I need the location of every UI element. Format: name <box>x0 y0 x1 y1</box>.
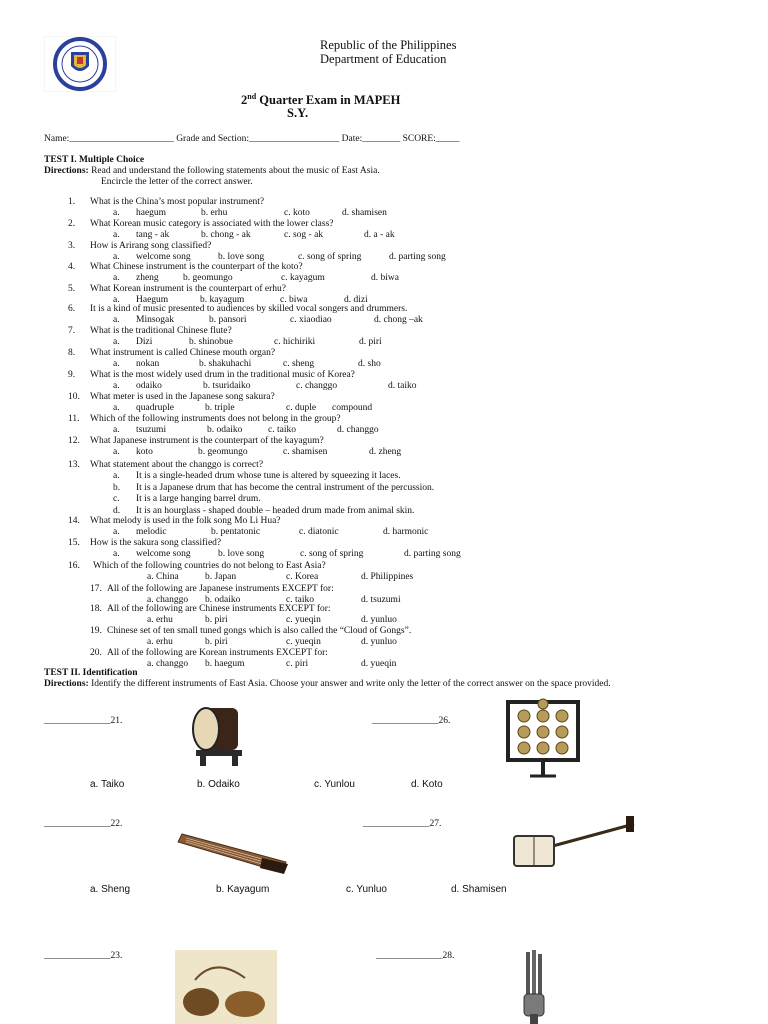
question-text: What instrument is called Chinese mouth organ? <box>90 348 276 358</box>
answer-option[interactable]: Haegum <box>136 295 169 305</box>
answer-option[interactable]: b. chong - ak <box>201 230 251 240</box>
answer-option[interactable]: c. Korea <box>286 572 319 582</box>
gong-rack-picture <box>500 696 586 780</box>
answer-option[interactable]: nokan <box>136 359 160 369</box>
answer-option[interactable]: b. geomungo <box>183 273 233 283</box>
answer-option[interactable]: b. Japan <box>205 572 237 582</box>
question-text: Which of the following countries do not belong to East Asia? <box>93 561 326 571</box>
department-line: Department of Education <box>320 52 447 66</box>
answer-option[interactable]: b. pansori <box>209 315 247 325</box>
answer-option[interactable]: c. sog - ak <box>284 230 324 240</box>
directions-text: Identify the different instruments of East Asia. Choose your answer and write only the letter of the correct answer on the space provided. <box>88 679 611 689</box>
question-number: 4. <box>68 262 76 272</box>
test2-title: TEST II. Identification <box>44 668 138 678</box>
question-text: What meter is used in the Japanese song sakura? <box>90 392 275 402</box>
answer-option[interactable]: c. xiaodiao <box>290 315 332 325</box>
answer-option[interactable]: d. yunluo <box>361 637 397 647</box>
question-text: Which of the following instruments does not belong in the group? <box>90 414 341 424</box>
answer-option[interactable]: b. piri <box>205 615 228 625</box>
answer-option[interactable]: c. duple <box>286 403 317 413</box>
answer-option[interactable]: a. <box>113 295 120 305</box>
question-number: 15. <box>68 538 80 548</box>
answer-option[interactable]: d. changgo <box>337 425 379 435</box>
answer-option[interactable]: a. <box>113 208 120 218</box>
answer-option[interactable]: b. haegum <box>205 659 245 669</box>
sheng-picture <box>518 950 552 1024</box>
answer-option[interactable]: b. shakuhachi <box>199 359 252 369</box>
answer-option[interactable]: a. <box>113 359 120 369</box>
answer-option[interactable]: c. kayagum <box>281 273 325 283</box>
question-number: 11. <box>68 414 80 424</box>
question-number: 17. <box>90 584 102 594</box>
question-text: What is the most widely used drum in the traditional music of Korea? <box>90 370 355 380</box>
answer-option[interactable]: c. hichiriki <box>274 337 316 347</box>
deped-seal-logo <box>44 36 116 92</box>
answer-option[interactable]: a. <box>113 252 120 262</box>
answer-option[interactable]: quadruple <box>136 403 174 413</box>
question-number: 6. <box>68 304 76 314</box>
answer-blank-28[interactable]: ______________28. <box>376 951 455 961</box>
answer-option[interactable]: d. biwa <box>371 273 399 283</box>
answer-option[interactable]: tsuzumi <box>136 425 167 435</box>
answer-option[interactable]: b. love song <box>218 549 265 559</box>
answer-option[interactable]: a. <box>113 315 120 325</box>
answer-option[interactable]: d. parting song <box>404 549 461 559</box>
question-text: What Korean instrument is the counterpart of erhu? <box>90 284 286 294</box>
answer-option[interactable]: b. tsuridaiko <box>203 381 251 391</box>
republic-line: Republic of the Philippines <box>320 38 457 52</box>
answer-option[interactable]: koto <box>136 447 153 457</box>
question-text: What Korean music category is associated with the lower class? <box>90 219 334 229</box>
choice-row1-a: a. Taiko <box>90 779 125 790</box>
question-text: All of the following are Japanese instruments EXCEPT for: <box>107 584 334 594</box>
answer-blank-26[interactable]: ______________26. <box>372 716 451 726</box>
answer-option[interactable]: d. tsuzumi <box>361 595 401 605</box>
student-info-line: Name:______________________ Grade and Section:___________________ Date:________ SCORE:_____ <box>44 134 460 144</box>
drum-picture <box>186 702 252 768</box>
directions-label: Directions: <box>44 679 89 689</box>
question-text: What Japanese instrument is the counterpart of the kayagum? <box>90 436 324 446</box>
answer-blank-21[interactable]: ______________21. <box>44 716 123 726</box>
question-text: It is a kind of music presented to audiences by skilled vocal songers and drummers. <box>90 304 408 314</box>
answer-option[interactable]: d. parting song <box>389 252 446 262</box>
answer-option[interactable]: b. erhu <box>201 208 228 218</box>
answer-option[interactable]: b. shinobue <box>189 337 233 347</box>
answer-option[interactable]: compound <box>332 403 373 413</box>
answer-option[interactable]: d. piri <box>359 337 382 347</box>
directions-text: Read and understand the following statements about the music of East Asia. <box>88 166 380 176</box>
option-letter[interactable]: d. <box>113 505 121 516</box>
question-number: 12. <box>68 436 80 446</box>
answer-option[interactable]: b. piri <box>205 637 228 647</box>
question-number: 14. <box>68 516 80 526</box>
option-text: It is a single-headed drum whose tune is altered by squeezing it laces. <box>136 471 401 481</box>
question-text: What is the China’s most popular instrument? <box>90 197 265 207</box>
answer-option[interactable]: melodic <box>136 527 167 537</box>
option-text: It is an hourglass - shaped double – headed drum made from animal skin. <box>136 505 415 516</box>
question-number: 3. <box>68 241 76 251</box>
question-number: 16. <box>68 561 80 571</box>
question-text: How is Arirang song classified? <box>90 241 212 251</box>
question-text: What melody is used in the folk song Mo Li Hua? <box>90 516 281 526</box>
answer-option[interactable]: haegum <box>136 208 167 218</box>
answer-option[interactable]: a. <box>113 381 120 391</box>
answer-option[interactable]: odaiko <box>136 381 162 391</box>
answer-option[interactable]: b. kayagum <box>200 295 245 305</box>
choice-row2-c: c. Yunluo <box>346 884 387 895</box>
question-number: 7. <box>68 326 76 336</box>
question-text: How is the sakura song classified? <box>90 538 222 548</box>
school-year: S.Y. <box>287 106 309 120</box>
option-text: It is a large hanging barrel drum. <box>136 494 261 504</box>
zither-picture <box>176 824 292 876</box>
question-text: All of the following are Korean instruments EXCEPT for: <box>107 648 328 658</box>
exam-title-text: Quarter Exam in MAPEH <box>256 93 401 108</box>
answer-blank-23[interactable]: ______________23. <box>44 951 123 961</box>
choice-row1-c: c. Yunlou <box>314 779 355 790</box>
question-text: What Chinese instrument is the counterpart of the koto? <box>90 262 303 272</box>
answer-option[interactable]: a. changgo <box>147 659 189 669</box>
answer-option[interactable]: b. geomungo <box>198 447 248 457</box>
answer-option[interactable]: a. <box>113 403 120 413</box>
test2-directions <box>44 679 611 689</box>
answer-option[interactable]: d. yunluo <box>361 615 397 625</box>
answer-option[interactable]: c. changgo <box>296 381 338 391</box>
answer-option[interactable]: c. biwa <box>280 295 308 305</box>
answer-option[interactable]: c. song of spring <box>298 252 362 262</box>
answer-option[interactable]: d. taiko <box>388 381 417 391</box>
answer-option[interactable]: a. erhu <box>147 637 173 647</box>
question-number: 5. <box>68 284 76 294</box>
answer-option[interactable]: d. Philippines <box>361 572 414 582</box>
question-number: 18. <box>90 604 102 614</box>
answer-option[interactable]: a. <box>113 549 120 559</box>
answer-option[interactable]: c. koto <box>284 208 310 218</box>
option-text: It is a Japanese drum that has become the central instrument of the percussion. <box>136 482 435 493</box>
choice-row1-d: d. Koto <box>411 779 443 790</box>
shamisen-picture <box>508 814 648 876</box>
coconut-shell-picture <box>175 950 277 1024</box>
answer-option[interactable]: a. <box>113 447 120 457</box>
question-number: 13. <box>68 460 80 470</box>
answer-option[interactable]: b. odaiko <box>205 595 241 605</box>
answer-option[interactable]: c. taiko <box>268 425 296 435</box>
question-number: 19. <box>90 626 102 636</box>
answer-option[interactable]: Dizi <box>136 337 153 347</box>
answer-option[interactable]: c. piri <box>286 659 309 669</box>
question-number: 1. <box>68 197 76 207</box>
answer-option[interactable]: b. odaiko <box>207 425 243 435</box>
answer-option[interactable]: Minsogak <box>136 315 174 325</box>
test1-title: TEST I. Multiple Choice <box>44 155 145 165</box>
answer-option[interactable]: c. taiko <box>286 595 314 605</box>
answer-option[interactable]: a. changgo <box>147 595 189 605</box>
answer-option[interactable]: d. shamisen <box>342 208 387 218</box>
question-number: 20. <box>90 648 102 658</box>
answer-option[interactable]: c. song of spring <box>300 549 364 559</box>
exam-title <box>241 92 400 108</box>
answer-option[interactable]: b. triple <box>205 403 235 413</box>
answer-option[interactable]: b. pentatonic <box>211 527 261 537</box>
answer-option[interactable]: d. dizi <box>344 295 368 305</box>
choice-row2-d: d. Shamisen <box>451 884 507 895</box>
choice-row2-a: a. Sheng <box>90 884 131 895</box>
question-number: 10. <box>68 392 80 402</box>
answer-blank-22[interactable]: ______________22. <box>44 819 123 829</box>
question-number: 9. <box>68 370 76 380</box>
directions-label: Directions: <box>44 166 89 176</box>
answer-option[interactable]: welcome song <box>136 549 191 559</box>
answer-option[interactable]: d. chong –ak <box>374 315 423 325</box>
answer-option[interactable]: d. zheng <box>369 447 402 457</box>
answer-option[interactable]: a. <box>113 527 120 537</box>
answer-option[interactable]: tang - ak <box>136 230 170 240</box>
question-number: 2. <box>68 219 76 229</box>
test1-directions <box>44 166 380 176</box>
question-text: All of the following are Chinese instruments EXCEPT for: <box>107 604 331 614</box>
question-text: Chinese set of ten small tuned gongs which is also called the “Cloud of Gongs”. <box>107 626 412 636</box>
answer-option[interactable]: c. shamisen <box>283 447 328 457</box>
answer-option[interactable]: b. love song <box>218 252 265 262</box>
choice-row2-b: b. Kayagum <box>216 884 270 895</box>
answer-option[interactable]: c. yueqin <box>286 615 321 625</box>
test1-directions-line2: Encircle the letter of the correct answer. <box>101 177 253 187</box>
answer-option[interactable]: zheng <box>136 273 159 283</box>
answer-option[interactable]: d. harmonic <box>383 527 429 537</box>
answer-option[interactable]: a. <box>113 425 120 435</box>
answer-option[interactable]: a. erhu <box>147 615 173 625</box>
answer-option[interactable]: a. <box>113 273 120 283</box>
answer-option[interactable]: d. yueqin <box>361 659 397 669</box>
answer-option[interactable]: a. <box>113 230 120 240</box>
question-text: What is the traditional Chinese flute? <box>90 326 232 336</box>
answer-option[interactable]: d. a - ak <box>364 230 395 240</box>
answer-option[interactable]: c. yueqin <box>286 637 321 647</box>
answer-option[interactable]: a. <box>113 337 120 347</box>
question-number: 8. <box>68 348 76 358</box>
exam-title-number: 2 <box>241 93 248 108</box>
answer-option[interactable]: welcome song <box>136 252 191 262</box>
option-letter[interactable]: a. <box>113 471 120 481</box>
option-letter[interactable]: b. <box>113 482 121 493</box>
answer-option[interactable]: c. sheng <box>283 359 315 369</box>
answer-option[interactable]: a. China <box>147 572 179 582</box>
answer-blank-27[interactable]: ______________27. <box>363 819 442 829</box>
answer-option[interactable]: c. diatonic <box>299 527 339 537</box>
answer-option[interactable]: d. sho <box>358 359 381 369</box>
choice-row1-b: b. Odaiko <box>197 779 240 790</box>
option-letter[interactable]: c. <box>113 494 120 504</box>
exam-title-suffix: nd <box>247 92 257 101</box>
question-text: What statement about the changgo is correct? <box>90 460 264 470</box>
